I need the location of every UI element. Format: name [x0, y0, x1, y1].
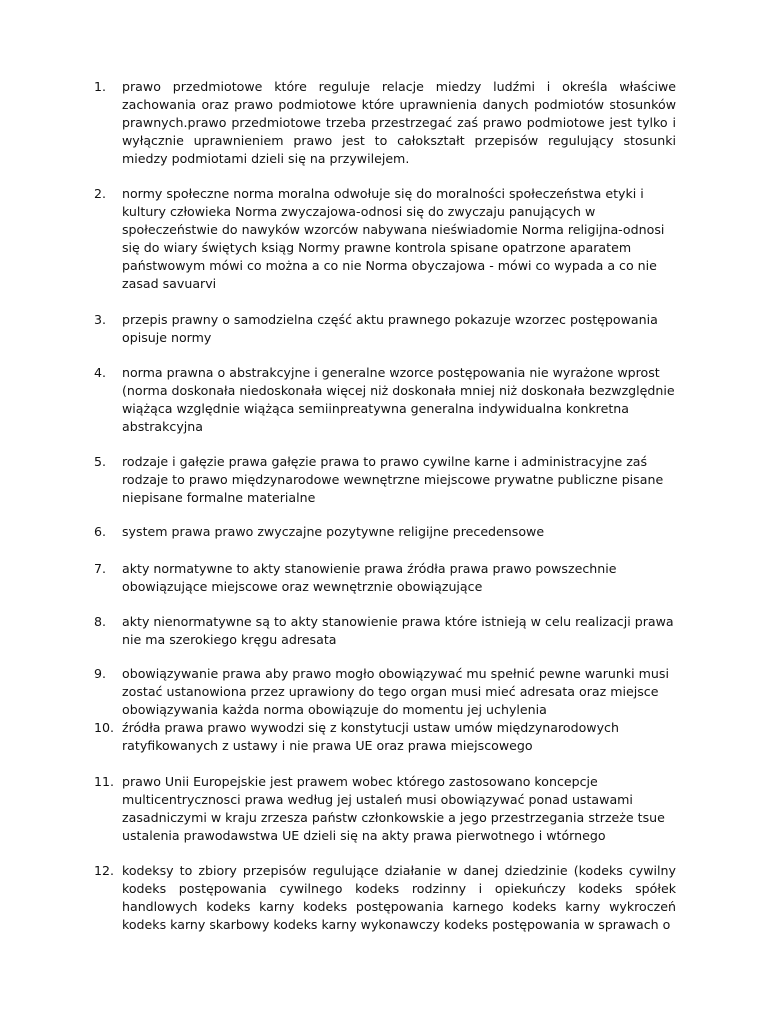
list-item-text: przepis prawny o samodzielna część aktu prawnego pokazuje wzorzec postępowania opisuje normy [122, 312, 658, 345]
list-item-text: akty nienormatywne są to akty stanowienie prawa które istnieją w celu realizacji prawa nie ma szerokiego kręgu adresata [122, 614, 674, 647]
list-item-number: 3. [94, 312, 107, 327]
list-item-text: system prawa prawo zwyczajne pozytywne religijne precedensowe [122, 524, 545, 539]
list-item [94, 453, 676, 507]
list-item-number: 4. [94, 365, 107, 380]
list-item [94, 862, 676, 934]
list-item-number: 2. [94, 186, 107, 201]
list-item [94, 613, 676, 649]
list-item-text: norma prawna o abstrakcyjne i generalne wzorce postępowania nie wyrażone wprost (norma doskonała niedoskonała więcej niż doskonała mniej niż doskonała bezwzględnie wiążąca względnie wiążąca semiinpreatywna generalna indywidualna konkretna abstrakcyjna [122, 365, 675, 434]
list-item [94, 719, 676, 755]
list-item-number: 5. [94, 454, 107, 469]
list-item [94, 665, 676, 719]
list-item-number: 6. [94, 524, 107, 539]
list-item-number: 9. [94, 666, 107, 681]
list-item-number: 8. [94, 614, 107, 629]
list-item-number: 12. [94, 863, 115, 878]
list-item-text: akty normatywne to akty stanowienie prawa źródła prawa prawo powszechnie obowiązujące miejscowe oraz wewnętrznie obowiązujące [122, 561, 617, 594]
list-item-number: 10. [94, 720, 115, 735]
list-item-text: kodeksy to zbiory przepisów regulujące działanie w danej dziedzinie (kodeks cywilny kodeks postępowania cywilnego kodeks rodzinny i opiekuńczy kodeks spółek handlowych kodeks karny kodeks postępowania karnego kodeks karny wykroczeń kodeks karny skarbowy kodeks karny wykonawczy kodeks postępowania w sprawach o [122, 863, 676, 932]
list-item [94, 78, 676, 168]
list-item-number: 1. [94, 79, 107, 94]
list-item-text: prawo Unii Europejskie jest prawem wobec którego zastosowano koncepcje multicentrycznosci prawa według jej ustaleń musi obowiązywać ponad ustawami zasadniczymi w kraju zrzesza państw członkowskie a jego przestrzegania strzeże tsue ustalenia prawodawstwa UE dzieli się na akty prawa pierwotnego i wtórnego [122, 774, 665, 843]
list-item [94, 523, 676, 541]
list-item [94, 311, 676, 347]
list-item-text: rodzaje i gałęzie prawa gałęzie prawa to prawo cywilne karne i administracyjne zaś rodzaje to prawo międzynarodowe wewnętrzne miejscowe prywatne publiczne pisane niepisane formalne materialne [122, 454, 664, 505]
list-item-text: źródła prawa prawo wywodzi się z konstytucji ustaw umów międzynarodowych ratyfikowanych z ustawy i nie prawa UE oraz prawa miejscowego [122, 720, 619, 753]
list-item-number: 7. [94, 561, 107, 576]
list-item-text: normy społeczne norma moralna odwołuje się do moralności społeczeństwa etyki i kultury człowieka Norma zwyczajowa-odnosi się do zwyczaju panujących w społeczeństwie do nawyków wzorców nabywana nieświadomie Norma religijna-odnosi się do wiary świętych ksiąg Normy prawne kontrola spisane opatrzone aparatem państwowym mówi co można a co nie Norma obyczajowa - mówi co wypada a co nie zasad savuarvi [122, 186, 665, 291]
list-item [94, 773, 676, 845]
list-item [94, 560, 676, 596]
list-item [94, 185, 676, 293]
list-item [94, 364, 676, 436]
list-item-number: 11. [94, 774, 115, 789]
list-item-text: obowiązywanie prawa aby prawo mogło obowiązywać mu spełnić pewne warunki musi zostać ustanowiona przez uprawiony do tego organ musi mieć adresata oraz miejsce obowiązywania każda norma obowiązuje do momentu jej uchylenia [122, 666, 669, 717]
list-item-text: prawo przedmiotowe które reguluje relacje miedzy ludźmi i określa właściwe zachowania oraz prawo podmiotowe które uprawnienia danych podmiotów stosunków prawnych.prawo przedmiotowe trzeba przestrzegać zaś prawo podmiotowe jest tylko i wyłącznie uprawnieniem prawo jest to całokształt przepisów regulujący stosunki miedzy podmiotami dzieli się na przywilejem. [122, 79, 676, 166]
